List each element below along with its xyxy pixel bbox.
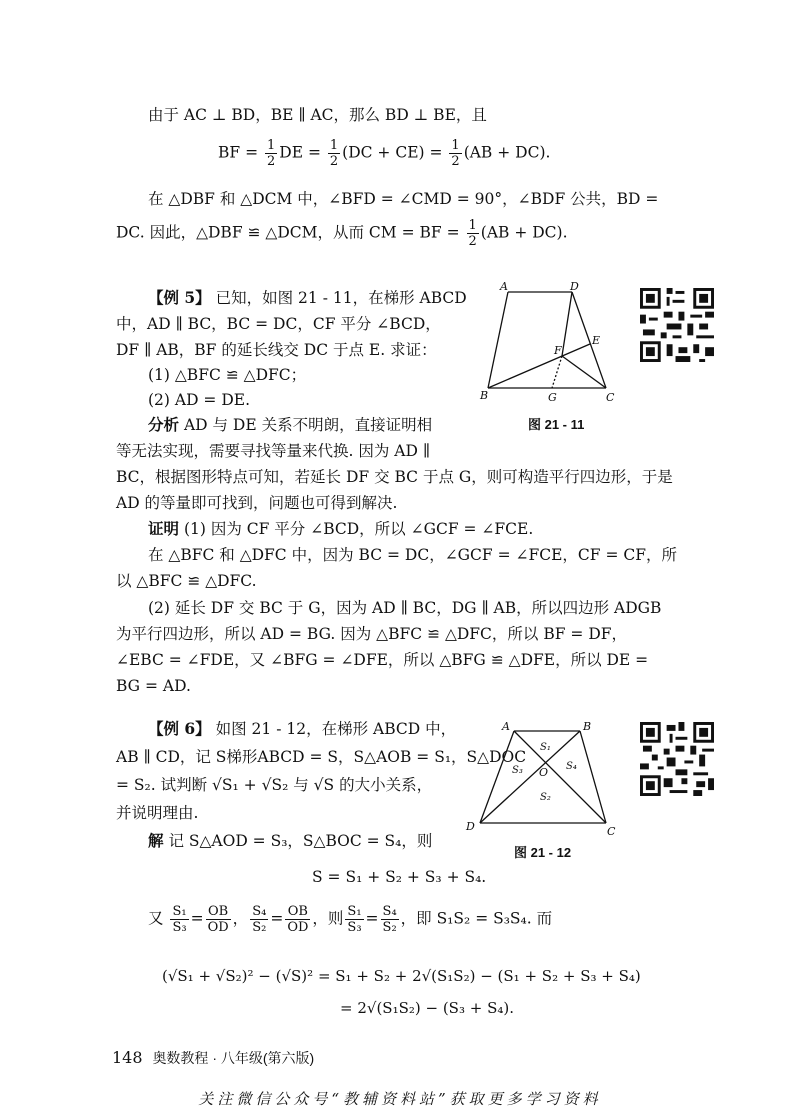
qr-code[interactable] — [640, 722, 714, 796]
label-c: C — [607, 825, 616, 838]
label-s4: S₄ — [566, 761, 577, 772]
label-a: A — [502, 720, 510, 733]
text-line: (1) △BFC ≌ △DFC； — [148, 366, 307, 384]
text-line: 由于 AC ⊥ BD，BE ∥ AC，那么 BD ⊥ BE，且 — [148, 106, 487, 124]
figure-caption: 图 21 - 12 — [514, 845, 572, 860]
equation-ratio: 又 $\frac{\text{S₁}}{\text{S₃}}$ = $\frac{OB}{OD}$ ， $\frac{\text{S₄}}{\text{S₂}}$ = $\frac{OB}{OD}$ ，则 $\frac{\text{S₁}}{\text{S₃}}$ = $\frac{\text{S₄}}{\text{S₂}}$ ，即 S₁S₂ = S₃S₄. 而 — [148, 904, 553, 935]
equation-bf: BF = $\frac{1}{2}$ DE = $\frac{1}{2}$ (DC + CE) = $\frac{1}{2}$ (AB + DC). — [218, 138, 551, 169]
edge-ab — [488, 292, 508, 388]
page-footer — [112, 1048, 314, 1068]
text-line: (2) 延长 DF 交 BC 于 G，因为 AD ∥ BC，DG ∥ AB，所以四边形 ADGB — [148, 599, 662, 617]
text-line: BC，根据图形特点可知，若延长 DF 交 BC 于点 G，则可构造平行四边形，于是 — [116, 468, 673, 486]
label-f: F — [554, 344, 562, 357]
example-5-statement — [148, 287, 467, 309]
label-s1: S₁ — [540, 742, 551, 753]
label-c: C — [606, 391, 615, 404]
text-line: 以 △BFC ≌ △DFC. — [116, 572, 257, 590]
text-line: 并说明理由. — [116, 804, 199, 822]
equation-sum: S = S₁ + S₂ + S₃ + S₄. — [312, 868, 487, 886]
text-line: 等无法实现，需要寻找等量来代换. 因为 AD ∥ — [116, 442, 430, 460]
text-line: 记 S△AOD = S₃，S△BOC = S₄，则 — [168, 832, 433, 850]
edge-dc — [572, 292, 606, 388]
proof-tag: 证明 — [148, 519, 180, 538]
page-number: 148 — [112, 1048, 143, 1067]
text-line: 已知，如图 21 - 11，在梯形 ABCD — [215, 289, 467, 307]
label-s2: S₂ — [540, 792, 551, 803]
text-line: 如图 21 - 12，在梯形 ABCD 中， — [215, 720, 457, 738]
proof-line — [148, 518, 533, 540]
label-s3: S₃ — [512, 765, 523, 776]
text-line: BG = AD. — [116, 677, 191, 695]
equation-long-1: (√S₁ + √S₂)² − (√S)² = S₁ + S₂ + 2√(S₁S₂) − (S₁ + S₂ + S₃ + S₄) — [162, 967, 641, 985]
label-a: A — [500, 282, 508, 293]
text-line: (1) 因为 CF 平分 ∠BCD，所以 ∠GCF = ∠FCE. — [183, 520, 534, 538]
text-line: 在 △DBF 和 △DCM 中，∠BFD = ∠CMD = 90°，∠BDF 公共，BD = — [148, 190, 659, 208]
diagonal-bd — [480, 731, 580, 823]
example-6-statement — [148, 718, 456, 740]
analysis-tag: 分析 — [148, 415, 180, 434]
segment-df — [562, 292, 572, 356]
label-d: D — [570, 282, 579, 293]
diagonal-ac — [514, 731, 606, 823]
label-b: B — [480, 389, 489, 402]
label-g: G — [548, 391, 557, 404]
segment-fg — [552, 356, 562, 388]
edge-ad — [480, 731, 514, 823]
example-6-tag: 【例 6】 — [148, 719, 211, 738]
figure-21-12 — [460, 720, 630, 838]
text-line: = S₂. 试判断 √S₁ + √S₂ 与 √S 的大小关系， — [116, 776, 433, 794]
qr-code[interactable] — [640, 288, 714, 362]
text-line: DC. 因此，△DBF ≌ △DCM，从而 CM = BF = $\frac{1}{2}$ (AB + DC). — [116, 218, 568, 249]
text-line: AD 与 DE 关系不明朗，直接证明相 — [183, 416, 433, 434]
text-line: DF ∥ AB，BF 的延长线交 DC 于点 E. 求证： — [116, 341, 437, 359]
example-5-tag: 【例 5】 — [148, 288, 211, 307]
text-line: (2) AD = DE. — [148, 391, 251, 409]
figure-caption: 图 21 - 11 — [528, 417, 585, 432]
equation-long-2: = 2√(S₁S₂) − (S₃ + S₄). — [340, 999, 514, 1017]
text-line: 中，AD ∥ BC，BC = DC，CF 平分 ∠BCD， — [116, 315, 441, 333]
label-e: E — [592, 334, 601, 347]
text-line: 在 △BFC 和 △DFC 中，因为 BC = DC，∠GCF = ∠FCE，CF = CF，所 — [148, 546, 677, 564]
label-b: B — [583, 720, 592, 733]
text-line: AD 的等量即可找到，问题也可得到解决. — [116, 494, 398, 512]
label-o: O — [539, 766, 549, 779]
solution-tag: 解 — [148, 831, 164, 850]
segment-cf — [562, 356, 606, 388]
label-d: D — [466, 820, 475, 833]
solution-line — [148, 830, 432, 852]
book-title: 奥数教程 · 八年级(第六版) — [152, 1050, 315, 1066]
text-line: AB ∥ CD，记 S梯形ABCD = S，S△AOB = S₁，S△DOC — [116, 748, 527, 766]
analysis-line — [148, 414, 432, 436]
text-line: 为平行四边形，所以 AD = BG. 因为 △BFC ≌ △DFC，所以 BF = DF， — [116, 625, 628, 643]
text-line: ∠EBC = ∠FDE，又 ∠BFG = ∠DFE，所以 △BFG ≌ △DFE，所以 DE = — [116, 651, 649, 669]
figure-21-11 — [478, 282, 628, 410]
watermark-note: 关注微信公众号“教辅资料站”获取更多学习资料 — [198, 1090, 602, 1108]
